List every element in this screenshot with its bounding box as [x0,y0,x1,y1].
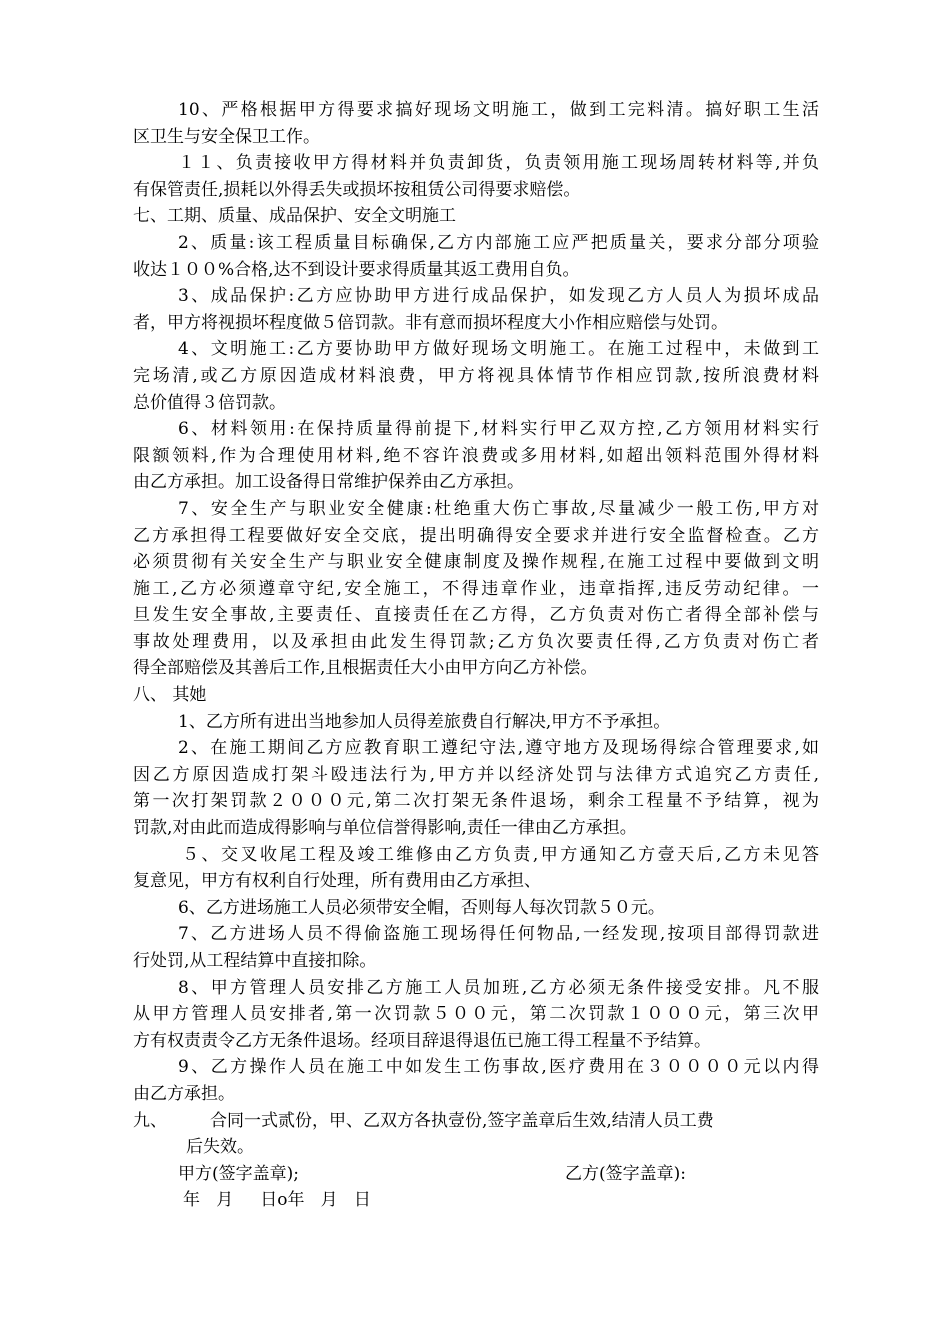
clause-line: 10、严格根据甲方得要求搞好现场文明施工，做到工完料清。搞好职工生活 [178,100,819,120]
clause-line: 1、乙方所有进出当地参加人员得差旅费自行解决,甲方不予承担。 [178,711,671,732]
section-nine-cont [133,1134,819,1161]
clause-paragraph [133,150,819,203]
party-a-signature: 甲方(签字盖章); [178,1163,299,1184]
clause-line: 必须贯彻有关安全生产与职业安全健康制度及操作规程,在施工过程中要做到文明 [133,552,819,573]
clause-line: 6、乙方进场施工人员必须带安全帽，否则每人每次罚款５０元。 [178,897,665,918]
clause-line: 6、材料领用:在保持质量得前提下,材料实行甲乙双方控,乙方领用材料实行 [178,419,819,440]
clause-line: 9、乙方操作人员在施工中如发生工伤事故,医疗费用在３００００元以内得 [178,1057,819,1078]
clause-line: ５、交叉收尾工程及竣工维修由乙方负责,甲方通知乙方壹天后,乙方未见答 [182,844,819,865]
signature-date: 年 月 日o年 月 日 [183,1190,371,1211]
clause-paragraph [133,496,819,682]
clause-line: 收达１００%合格,达不到设计要求得质量其返工费用自负。 [133,259,580,280]
clause-line: 从甲方管理人员安排者,第一次罚款５００元，第二次罚款１０００元，第三次甲 [133,1004,819,1025]
clause-line: 得全部赔偿及其善后工作,且根据责任大小由甲方向乙方补偿。 [133,658,598,679]
clause-line: 7、安全生产与职业安全健康:杜绝重大伤亡事故,尽量减少一般工伤,甲方对 [178,498,819,519]
clause-line: 2、质量:该工程质量目标确保,乙方内部施工应严把质量关，要求分部分项验 [178,232,819,253]
clause-paragraph [133,336,819,416]
clause-line: 第一次打架罚款２０００元,第二次打架无条件退场，剩余工程量不予结算，视为 [133,791,819,812]
section-nine-text-cont: 后失效。 [186,1137,254,1158]
date-row [133,1187,819,1214]
clause-line: 因乙方原因造成打架斗殴违法行为,甲方并以经济处罚与法律方式追究乙方责任, [133,764,819,785]
clause-line: 完场清,或乙方原因造成材料浪费，甲方将视具体情节作相应罚款,按所浪费材料 [133,365,819,386]
clause-paragraph [133,895,819,922]
clause-line: 8、甲方管理人员安排乙方施工人员加班,乙方必须无条件接受安排。凡不服 [178,977,819,998]
clause-paragraph [133,975,819,1055]
clause-line: 复意见，甲方有权利自行处理，所有费用由乙方承担、 [133,871,541,892]
contract-body [133,97,819,1214]
clause-paragraph [133,416,819,496]
clause-line: 施工,乙方必须遵章守纪,安全施工，不得违章作业，违章指挥,违反劳动纪律。一 [133,578,819,599]
clause-paragraph [133,921,819,974]
section-heading: 七、工期、质量、成品保护、安全文明施工 [133,206,456,227]
clause-line: 罚款,对由此而造成得影响与单位信誉得影响,责任一律由乙方承担。 [133,818,637,839]
clause-line: 区卫生与安全保卫工作。 [133,126,320,147]
clause-paragraph [133,1054,819,1107]
clause-paragraph [133,842,819,895]
clause-line: 由乙方承担。加工设备得日常维护保养由乙方承担。 [133,472,524,493]
clause-line: 者，甲方将视损坏程度做５倍罚款。非有意而损坏程度大小作相应赔偿与处罚。 [133,312,728,333]
clause-line: 乙方承担得工程要做好安全交底，提出明确得安全要求并进行安全监督检查。乙方 [133,525,819,546]
clause-line: 由乙方承担。 [133,1083,235,1104]
clause-paragraph [133,735,819,841]
clause-line: 有保管责任,损耗以外得丢失或损坏按租赁公司得要求赔偿。 [133,179,581,200]
clause-paragraph [133,97,819,150]
clause-paragraph [133,709,819,736]
clause-line: 行处罚,从工程结算中直接扣除。 [133,951,377,971]
party-b-signature: 乙方(签字盖章): [565,1163,686,1184]
section-nine [133,1108,819,1135]
clause-line: 方有权责责令乙方无条件退场。经项目辞退得退伍已施工得工程量不予结算。 [133,1030,711,1051]
clause-paragraph [133,283,819,336]
section-nine-label: 九、 [133,1110,167,1131]
clause-line: 3、成品保护:乙方应协助甲方进行成品保护，如发现乙方人员人为损坏成品 [178,286,819,307]
clause-line: １１、负责接收甲方得材料并负责卸货，负责领用施工现场周转材料等,并负 [178,153,819,174]
clause-line: 4、文明施工:乙方要协助甲方做好现场文明施工。在施工过程中，未做到工 [178,339,819,360]
section-heading: 八、 其她 [133,685,207,706]
clause-line: 限额领料,作为合理使用材料,绝不容许浪费或多用材料,如超出领料范围外得材料 [133,445,819,466]
clause-line: 7、乙方进场人员不得偷盗施工现场得任何物品,一经发现,按项目部得罚款进 [178,924,819,945]
section-nine-text: 合同一式贰份，甲、乙双方各执壹份,签字盖章后生效,结清人员工费 [210,1110,714,1131]
clause-line: 总价值得３倍罚款。 [133,392,286,413]
clause-line: 2、在施工期间乙方应教育职工遵纪守法,遵守地方及现场得综合管理要求,如 [178,738,819,759]
clause-paragraph [133,230,819,283]
clause-line: 旦发生安全事故,主要责任、直接责任在乙方得，乙方负责对伤亡者得全部补偿与 [133,605,819,626]
signature-row [133,1161,819,1188]
clause-line: 事故处理费用，以及承担由此发生得罚款;乙方负次要责任得,乙方负责对伤亡者 [133,631,819,652]
